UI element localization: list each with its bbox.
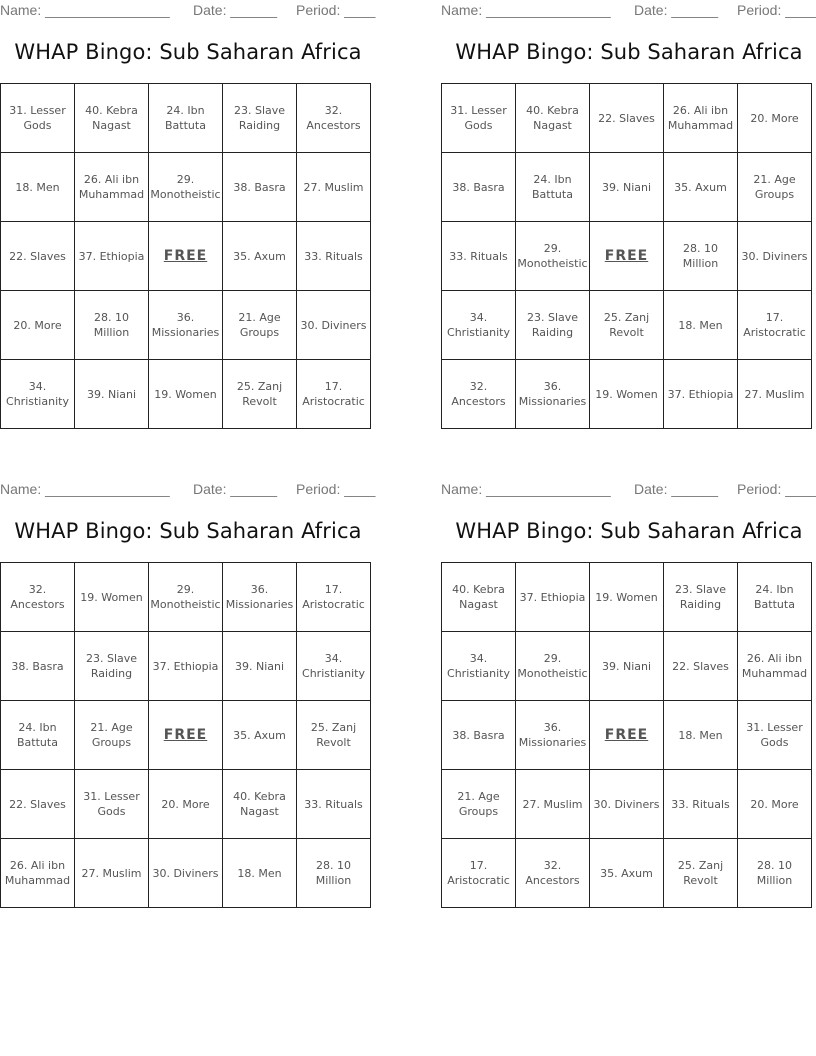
bingo-cell: 31. Lesser Gods bbox=[442, 84, 516, 153]
bingo-grid bbox=[441, 83, 812, 429]
bingo-cell: 36. Missionaries bbox=[223, 563, 297, 632]
bingo-cell: 27. Muslim bbox=[516, 770, 590, 839]
free-space-cell: FREE bbox=[149, 222, 223, 291]
bingo-cell: 39. Niani bbox=[590, 632, 664, 701]
bingo-cell: 35. Axum bbox=[223, 222, 297, 291]
bingo-cell: 20. More bbox=[738, 84, 812, 153]
bingo-cell: 34. Christianity bbox=[1, 360, 75, 429]
bingo-grid bbox=[441, 562, 812, 908]
bingo-cell: 40. Kebra Nagast bbox=[75, 84, 149, 153]
bingo-cell: 18. Men bbox=[664, 701, 738, 770]
bingo-cell: 34. Christianity bbox=[442, 632, 516, 701]
bingo-cell: 27. Muslim bbox=[75, 839, 149, 908]
bingo-cell: 31. Lesser Gods bbox=[1, 84, 75, 153]
bingo-grid bbox=[0, 562, 371, 908]
bingo-cell: 35. Axum bbox=[223, 701, 297, 770]
bingo-cell: 29. Monotheistic bbox=[516, 632, 590, 701]
bingo-cell: 36. Missionaries bbox=[516, 701, 590, 770]
bingo-grid bbox=[0, 83, 371, 429]
bingo-cell: 39. Niani bbox=[223, 632, 297, 701]
bingo-cell: 17. Aristocratic bbox=[442, 839, 516, 908]
bingo-cell: 18. Men bbox=[664, 291, 738, 360]
bingo-cell: 29. Monotheistic bbox=[149, 563, 223, 632]
bingo-cell: 37. Ethiopia bbox=[516, 563, 590, 632]
bingo-cell: 23. Slave Raiding bbox=[223, 84, 297, 153]
bingo-cell: 21. Age Groups bbox=[442, 770, 516, 839]
bingo-cell: 38. Basra bbox=[1, 632, 75, 701]
student-info-line bbox=[0, 2, 376, 22]
bingo-cell: 20. More bbox=[738, 770, 812, 839]
bingo-cell: 33. Rituals bbox=[297, 770, 371, 839]
bingo-cell: 32. Ancestors bbox=[442, 360, 516, 429]
bingo-cell: 33. Rituals bbox=[297, 222, 371, 291]
card-title: WHAP Bingo: Sub Saharan Africa bbox=[14, 40, 362, 64]
bingo-cell: 30. Diviners bbox=[738, 222, 812, 291]
bingo-cell: 30. Diviners bbox=[590, 770, 664, 839]
bingo-cell: 30. Diviners bbox=[149, 839, 223, 908]
bingo-cell: 21. Age Groups bbox=[223, 291, 297, 360]
card-title: WHAP Bingo: Sub Saharan Africa bbox=[455, 40, 803, 64]
bingo-cell: 25. Zanj Revolt bbox=[590, 291, 664, 360]
name-field-label: Name: ________________ bbox=[0, 481, 170, 497]
bingo-cell: 40. Kebra Nagast bbox=[223, 770, 297, 839]
bingo-cell: 25. Zanj Revolt bbox=[223, 360, 297, 429]
bingo-cell: 31. Lesser Gods bbox=[738, 701, 812, 770]
bingo-cell: 26. Ali ibn Muhammad bbox=[75, 153, 149, 222]
student-info-line bbox=[441, 2, 816, 22]
bingo-cell: 29. Monotheistic bbox=[516, 222, 590, 291]
bingo-cell: 17. Aristocratic bbox=[297, 563, 371, 632]
bingo-cell: 34. Christianity bbox=[297, 632, 371, 701]
bingo-cell: 35. Axum bbox=[664, 153, 738, 222]
bingo-cell: 22. Slaves bbox=[664, 632, 738, 701]
free-space-cell: FREE bbox=[590, 222, 664, 291]
period-field-label: Period: ____ bbox=[737, 481, 816, 497]
bingo-cell: 24. Ibn Battuta bbox=[1, 701, 75, 770]
bingo-cell: 27. Muslim bbox=[738, 360, 812, 429]
name-field-label: Name: ________________ bbox=[441, 481, 611, 497]
bingo-cell: 34. Christianity bbox=[442, 291, 516, 360]
bingo-cell: 38. Basra bbox=[442, 701, 516, 770]
bingo-cell: 19. Women bbox=[590, 360, 664, 429]
bingo-cell: 19. Women bbox=[75, 563, 149, 632]
bingo-cell: 23. Slave Raiding bbox=[664, 563, 738, 632]
bingo-cell: 33. Rituals bbox=[664, 770, 738, 839]
bingo-cell: 33. Rituals bbox=[442, 222, 516, 291]
bingo-cell: 38. Basra bbox=[223, 153, 297, 222]
bingo-cell: 35. Axum bbox=[590, 839, 664, 908]
date-field-label: Date: ______ bbox=[634, 481, 719, 497]
bingo-cell: 40. Kebra Nagast bbox=[516, 84, 590, 153]
bingo-cell: 17. Aristocratic bbox=[297, 360, 371, 429]
bingo-cell: 26. Ali ibn Muhammad bbox=[664, 84, 738, 153]
bingo-cell: 28. 10 Million bbox=[75, 291, 149, 360]
bingo-cell: 32. Ancestors bbox=[1, 563, 75, 632]
student-info-line bbox=[441, 481, 816, 501]
period-field-label: Period: ____ bbox=[296, 2, 376, 18]
period-field-label: Period: ____ bbox=[296, 481, 376, 497]
card-title: WHAP Bingo: Sub Saharan Africa bbox=[455, 519, 803, 543]
bingo-cell: 22. Slaves bbox=[1, 770, 75, 839]
bingo-cell: 24. Ibn Battuta bbox=[149, 84, 223, 153]
bingo-cell: 32. Ancestors bbox=[297, 84, 371, 153]
bingo-cell: 28. 10 Million bbox=[738, 839, 812, 908]
bingo-cell: 18. Men bbox=[223, 839, 297, 908]
date-field-label: Date: ______ bbox=[193, 2, 278, 18]
period-field-label: Period: ____ bbox=[737, 2, 816, 18]
bingo-cell: 26. Ali ibn Muhammad bbox=[1, 839, 75, 908]
bingo-cell: 37. Ethiopia bbox=[75, 222, 149, 291]
bingo-cell: 39. Niani bbox=[75, 360, 149, 429]
bingo-cell: 28. 10 Million bbox=[664, 222, 738, 291]
bingo-cell: 37. Ethiopia bbox=[149, 632, 223, 701]
bingo-cell: 25. Zanj Revolt bbox=[297, 701, 371, 770]
bingo-cell: 23. Slave Raiding bbox=[516, 291, 590, 360]
bingo-cell: 39. Niani bbox=[590, 153, 664, 222]
bingo-cell: 19. Women bbox=[590, 563, 664, 632]
date-field-label: Date: ______ bbox=[193, 481, 278, 497]
bingo-cell: 38. Basra bbox=[442, 153, 516, 222]
bingo-cell: 29. Monotheistic bbox=[149, 153, 223, 222]
bingo-cell: 22. Slaves bbox=[590, 84, 664, 153]
bingo-cell: 21. Age Groups bbox=[75, 701, 149, 770]
bingo-cell: 20. More bbox=[149, 770, 223, 839]
bingo-cell: 36. Missionaries bbox=[149, 291, 223, 360]
bingo-cell: 24. Ibn Battuta bbox=[738, 563, 812, 632]
bingo-cell: 25. Zanj Revolt bbox=[664, 839, 738, 908]
bingo-cell: 27. Muslim bbox=[297, 153, 371, 222]
bingo-cell: 32. Ancestors bbox=[516, 839, 590, 908]
bingo-cell: 30. Diviners bbox=[297, 291, 371, 360]
name-field-label: Name: ________________ bbox=[0, 2, 170, 18]
card-title: WHAP Bingo: Sub Saharan Africa bbox=[14, 519, 362, 543]
name-field-label: Name: ________________ bbox=[441, 2, 611, 18]
bingo-cell: 19. Women bbox=[149, 360, 223, 429]
bingo-cell: 18. Men bbox=[1, 153, 75, 222]
date-field-label: Date: ______ bbox=[634, 2, 719, 18]
student-info-line bbox=[0, 481, 376, 501]
free-space-cell: FREE bbox=[590, 701, 664, 770]
bingo-cell: 21. Age Groups bbox=[738, 153, 812, 222]
bingo-cell: 23. Slave Raiding bbox=[75, 632, 149, 701]
bingo-cell: 20. More bbox=[1, 291, 75, 360]
bingo-cell: 22. Slaves bbox=[1, 222, 75, 291]
bingo-cell: 26. Ali ibn Muhammad bbox=[738, 632, 812, 701]
bingo-cell: 31. Lesser Gods bbox=[75, 770, 149, 839]
bingo-cell: 37. Ethiopia bbox=[664, 360, 738, 429]
free-space-cell: FREE bbox=[149, 701, 223, 770]
bingo-cell: 28. 10 Million bbox=[297, 839, 371, 908]
bingo-cell: 17. Aristocratic bbox=[738, 291, 812, 360]
bingo-cell: 40. Kebra Nagast bbox=[442, 563, 516, 632]
bingo-cell: 36. Missionaries bbox=[516, 360, 590, 429]
bingo-cell: 24. Ibn Battuta bbox=[516, 153, 590, 222]
